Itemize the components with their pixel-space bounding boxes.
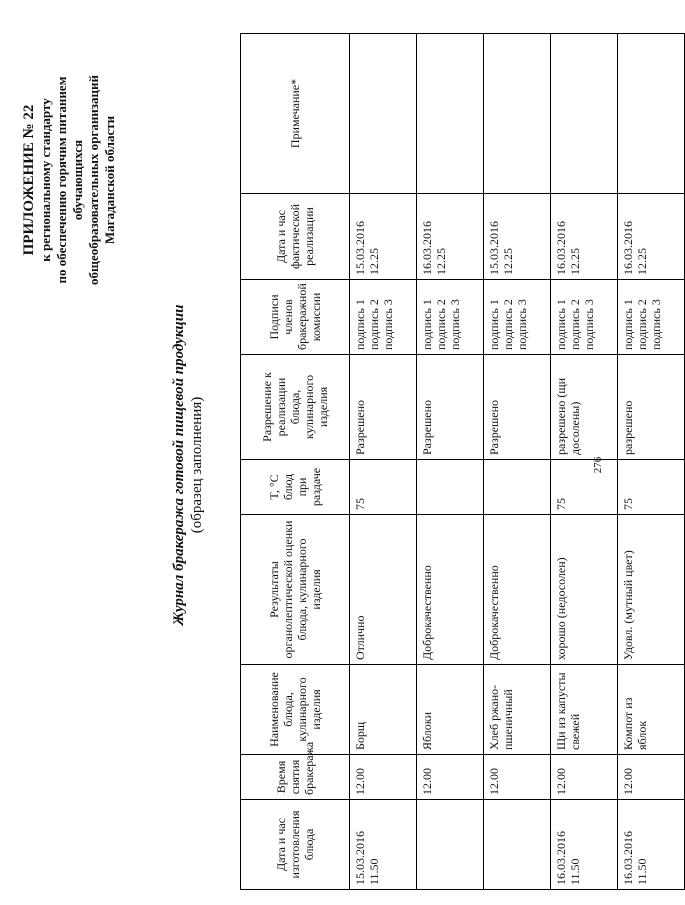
table-row	[551, 34, 618, 890]
cell-realization: 16.03.2016 12.25	[618, 194, 685, 280]
table-row	[618, 34, 685, 890]
signature: подпись 1	[420, 299, 434, 350]
signature: подпись 3	[448, 299, 462, 350]
journal-subtitle: (образец заполнения)	[189, 396, 205, 534]
signature: подпись 1	[621, 299, 635, 350]
cell-permit: Разрешено	[350, 355, 417, 460]
cell-signatures	[618, 280, 685, 355]
signature: подпись 2	[501, 299, 515, 350]
journal-table	[240, 33, 685, 890]
cell-note	[417, 34, 484, 194]
signature: подпись 3	[649, 299, 663, 350]
signature: подпись 1	[554, 299, 568, 350]
cell-permit: разрешено	[618, 355, 685, 460]
signature: подпись 3	[381, 299, 395, 350]
cell-signatures	[417, 280, 484, 355]
cell-time: 12.00	[618, 755, 685, 800]
cell-date: 15.03.2016 11.50	[350, 800, 417, 890]
appendix-line: к региональному стандарту	[38, 98, 53, 262]
cell-date: 16.03.2016 11.50	[618, 800, 685, 890]
cell-note	[484, 34, 551, 194]
cell-temp: 75	[551, 460, 618, 515]
cell-result: Доброкачественно	[484, 515, 551, 665]
signature: подпись 2	[367, 299, 381, 350]
col-header-time: Время снятия бракеража	[241, 755, 350, 800]
appendix-line: по обеспечению горячим питанием	[54, 76, 69, 284]
table-row	[417, 34, 484, 890]
cell-note	[551, 34, 618, 194]
appendix-line: общеобразовательных организаций	[86, 75, 101, 286]
col-header-permit: Разрешение к реализации блюда, кулинарного изделия	[241, 355, 350, 460]
cell-realization: 16.03.2016 12.25	[417, 194, 484, 280]
cell-temp: 75	[618, 460, 685, 515]
cell-time: 12.00	[417, 755, 484, 800]
cell-date	[417, 800, 484, 890]
col-header-realization: Дата и час фактической реализации	[241, 194, 350, 280]
appendix-heading	[20, 55, 118, 305]
table-row	[484, 34, 551, 890]
cell-signatures	[551, 280, 618, 355]
journal-title: Журнал бракеража готовой пищевой продукции	[171, 304, 187, 626]
appendix-title: ПРИЛОЖЕНИЕ № 22	[21, 104, 37, 256]
col-header-signatures: Подписи членов бракеражной комиссии	[241, 280, 350, 355]
appendix-line: обучающихся	[70, 139, 85, 221]
document-sheet	[10, 35, 663, 895]
appendix-line: Магаданской области	[102, 115, 117, 245]
col-header-temp: T, °C блюд при раздаче	[241, 460, 350, 515]
cell-time: 12.00	[551, 755, 618, 800]
cell-date: 16.03.2016 11.50	[551, 800, 618, 890]
cell-time: 12.00	[350, 755, 417, 800]
col-header-note: Примечание*	[241, 34, 350, 194]
table-header-row	[241, 34, 350, 890]
cell-result: хорошо (недосолен)	[551, 515, 618, 665]
cell-dish: Хлеб ржано-пшеничный	[484, 665, 551, 755]
cell-signatures	[484, 280, 551, 355]
table-row	[350, 34, 417, 890]
cell-result: Доброкачественно	[417, 515, 484, 665]
col-header-dish: Наименование блюда, кулинарного изделия	[241, 665, 350, 755]
cell-signatures	[350, 280, 417, 355]
cell-date	[484, 800, 551, 890]
cell-dish: Яблоки	[417, 665, 484, 755]
cell-realization: 15.03.2016 12.25	[350, 194, 417, 280]
cell-permit: Разрешено	[417, 355, 484, 460]
page-number: 276	[592, 456, 604, 474]
cell-dish: Щи из капусты свежей	[551, 665, 618, 755]
col-header-date: Дата и час изготовления блюда	[241, 800, 350, 890]
cell-temp	[484, 460, 551, 515]
cell-temp: 75	[350, 460, 417, 515]
cell-dish: Компот из яблок	[618, 665, 685, 755]
signature: подпись 2	[434, 299, 448, 350]
signature: подпись 1	[487, 299, 501, 350]
signature: подпись 1	[353, 299, 367, 350]
cell-result: Отлично	[350, 515, 417, 665]
cell-permit: разрешено (щи досолены)	[551, 355, 618, 460]
cell-time: 12.00	[484, 755, 551, 800]
cell-permit: Разрешено	[484, 355, 551, 460]
signature: подпись 2	[568, 299, 582, 350]
signature: подпись 3	[582, 299, 596, 350]
cell-realization: 15.03.2016 12.25	[484, 194, 551, 280]
cell-realization: 16.03.2016 12.25	[551, 194, 618, 280]
cell-result: Удовл. (мутный цвет)	[618, 515, 685, 665]
signature: подпись 2	[635, 299, 649, 350]
signature: подпись 3	[515, 299, 529, 350]
col-header-result: Результаты органолептической оценки блюда, кулинарного изделия	[241, 515, 350, 665]
cell-temp	[417, 460, 484, 515]
cell-note	[350, 34, 417, 194]
cell-note	[618, 34, 685, 194]
cell-dish: Борщ	[350, 665, 417, 755]
